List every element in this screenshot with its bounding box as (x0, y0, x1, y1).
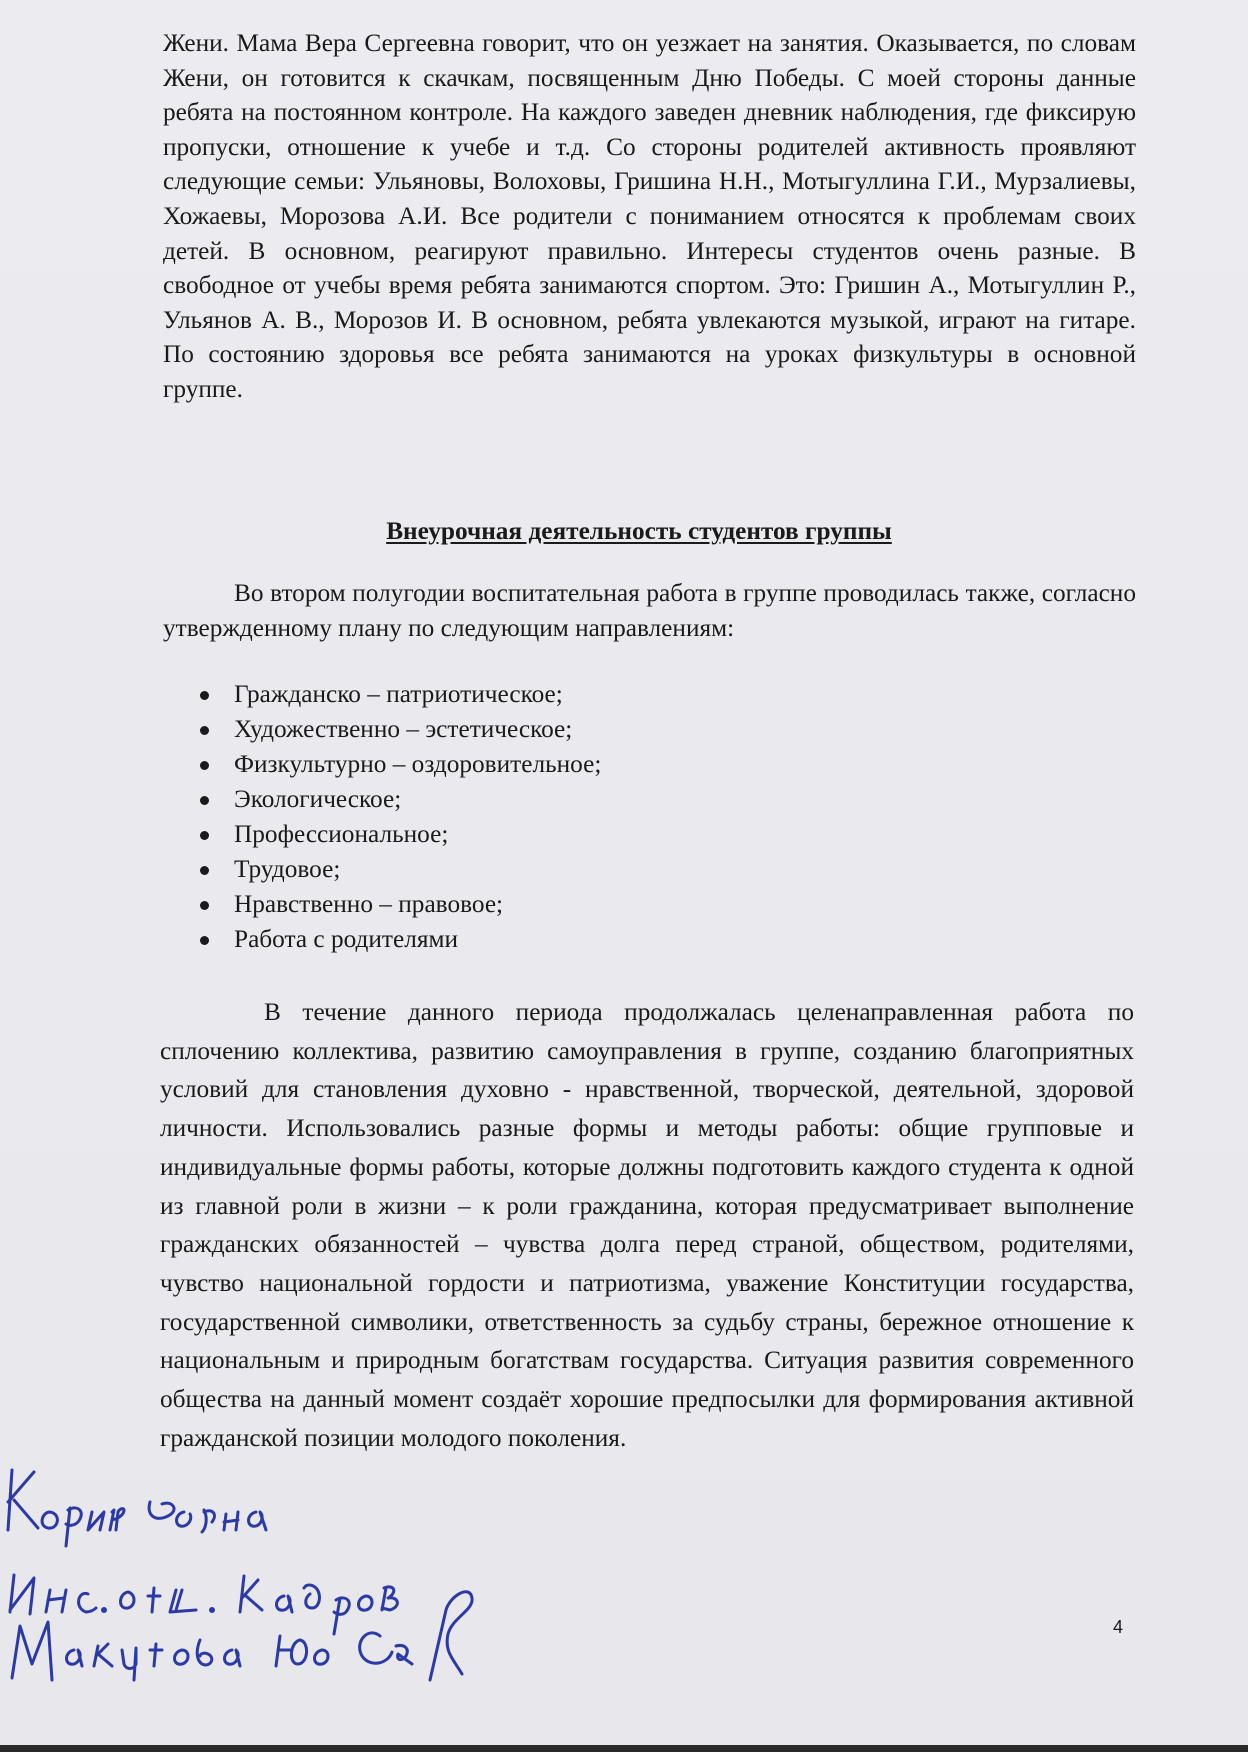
bullet-icon (200, 831, 209, 840)
directions-list (196, 677, 601, 957)
handwritten-signature (0, 1450, 620, 1690)
bullet-icon (200, 761, 209, 770)
list-item: Работа с родителями (196, 922, 601, 957)
bullet-icon (200, 866, 209, 875)
bullet-icon (200, 691, 209, 700)
list-item: Профессиональное; (196, 817, 601, 852)
paragraph-main: В течение данного периода продолжалась целенаправленная работа по сплочению коллектива, развитию самоуправления в группе, созданию благоприятных условий для становления духовно - нравственной, творческой, деятельной, здоровой личности. Использовались разные формы и методы работы: общие групповые и индивидуальные формы работы, которые должны подготовить каждого студента к одной из главной роли в жизни – к роли гражданина, которая предусматривает выполнение гражданских обязанностей – чувства долга перед страной, обществом, родителями, чувство национальной гордости и патриотизма, уважение Конституции государства, государственной символики, ответственность за судьбу страны, бережное отношение к национальным и природным богатствам государства. Ситуация развития современного общества на данный момент создаёт хорошие предпосылки для формирования активной гражданской позиции молодого поколения. (160, 998, 1134, 1452)
bullet-icon (200, 936, 209, 945)
bullet-icon (200, 726, 209, 735)
list-item: Нравственно – правовое; (196, 887, 601, 922)
list-item: Гражданско – патриотическое; (196, 677, 601, 712)
list-item: Художественно – эстетическое; (196, 712, 601, 747)
section-heading: Внеурочная деятельность студентов группы (386, 517, 892, 545)
paragraph-continuation: Жени. Мама Вера Сергеевна говорит, что он уезжает на занятия. Оказывается, по словам Жени, он готовится к скачкам, посвященным Дню Победы. С моей стороны данные ребята на постоянном контроле. На каждого заведен дневник наблюдения, где фиксирую пропуски, отношение к учебе и т.д. Со стороны родителей активность проявляют следующие семьи: Ульяновы, Волоховы, Гришина Н.Н., Мотыгуллина Г.И., Мурзалиевы, Хожаевы, Морозова А.И. Все родители с пониманием относятся к проблемам своих детей. В основном, реагируют правильно. Интересы студентов очень разные. В свободное от учебы время ребята занимаются спортом. Это: Гришин А., Мотыгуллин Р., Ульянов А. В., Морозов И. В основном, ребята увлекаются музыкой, играют на гитаре. По состоянию здоровья все ребята занимаются на уроках физкультуры в основной группе. (163, 29, 1136, 403)
bullet-icon (200, 796, 209, 805)
list-item: Физкультурно – оздоровительное; (196, 747, 601, 782)
paragraph-intro: Во втором полугодии воспитательная работа в группе проводилась также, согласно утвержденному плану по следующим направлениям: (163, 579, 1136, 642)
scan-edge (0, 1745, 1248, 1752)
list-item: Трудовое; (196, 852, 601, 887)
page-number: 4 (1113, 1617, 1124, 1637)
bullet-icon (200, 901, 209, 910)
list-item: Экологическое; (196, 782, 601, 817)
